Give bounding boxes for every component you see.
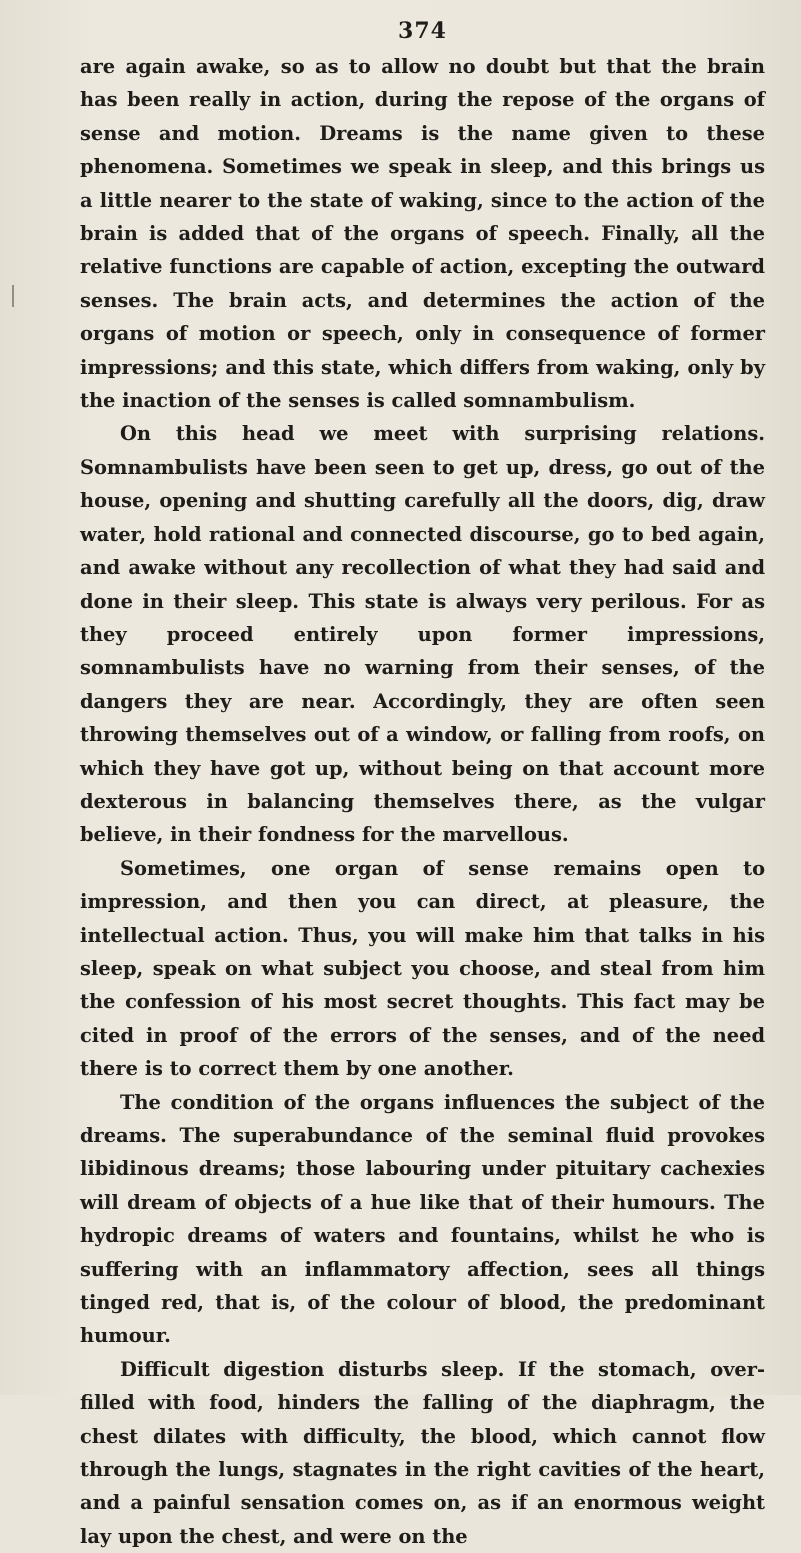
paragraph-1: are again awake, so as to allow no doubt but that the brain has been really in action, during the repose of the organs of sense and motion. Dreams is the name given to these phenomena. Sometimes we speak in sleep, and this brings us a little nearer to the state of waking, since to the action of the brain is added that of the organs of speech. Finally, all the relative functions are capable of action, excepting the outward senses. The brain acts, and determines the action of the organs of motion or speech, only in consequence of former impressions; and this state, which differs from waking, only by the inaction of the senses is called somnambulism. <box>80 55 765 413</box>
paragraph-2: On this head we meet with surprising relations. Somnambulists have been seen to get up, dress, go out of the house, opening and shutting carefully all the doors, dig, draw water, hold rational and connected discourse, go to bed again, and awake without any recollection of what they had said and done in their sleep. This state is always very perilous. For as they proceed entirely upon former impressions, somnambulists have no warning from their senses, of the dangers they are near. Accordingly, they are often seen throwing themselves out of a window, or falling from roofs, on which they have got up, without being on that account more dexterous in balancing themselves there, as the vulgar believe, in their fondness for the marvellous. <box>80 422 765 847</box>
paragraph-5: Difficult digestion disturbs sleep. If the stomach, over-filled with food, hinders the falling of the diaphragm, the chest dilates with difficulty, the blood, which cannot flow through the lungs, stagnates in the right cavities of the heart, and a painful sensation comes on, as if an enormous weight lay upon the chest, and were on the <box>80 1357 765 1548</box>
paragraph-3: Sometimes, one organ of sense remains open to impression, and then you can direct, at pleasure, the intellectual action. Thus, you will make him that talks in his sleep, speak on what subject you choose, and steal from him the confession of his most secret thoughts. This fact may be cited in proof of the errors of the senses, and of the need there is to correct them by one another. <box>80 856 765 1081</box>
paragraph-4: The condition of the organs influences the subject of the dreams. The superabundance of the seminal fluid provokes libidinous dreams; those labouring under pituitary cachexies will dream of objects of a hue like that of their humours. The hydropic dreams of waters and fountains, whilst he who is suffering with an inflammatory affection, sees all things tinged red, that is, of the colour of blood, the predominant humour. <box>80 1090 765 1348</box>
page-number: 374 <box>398 18 447 44</box>
margin-mark <box>12 285 14 307</box>
